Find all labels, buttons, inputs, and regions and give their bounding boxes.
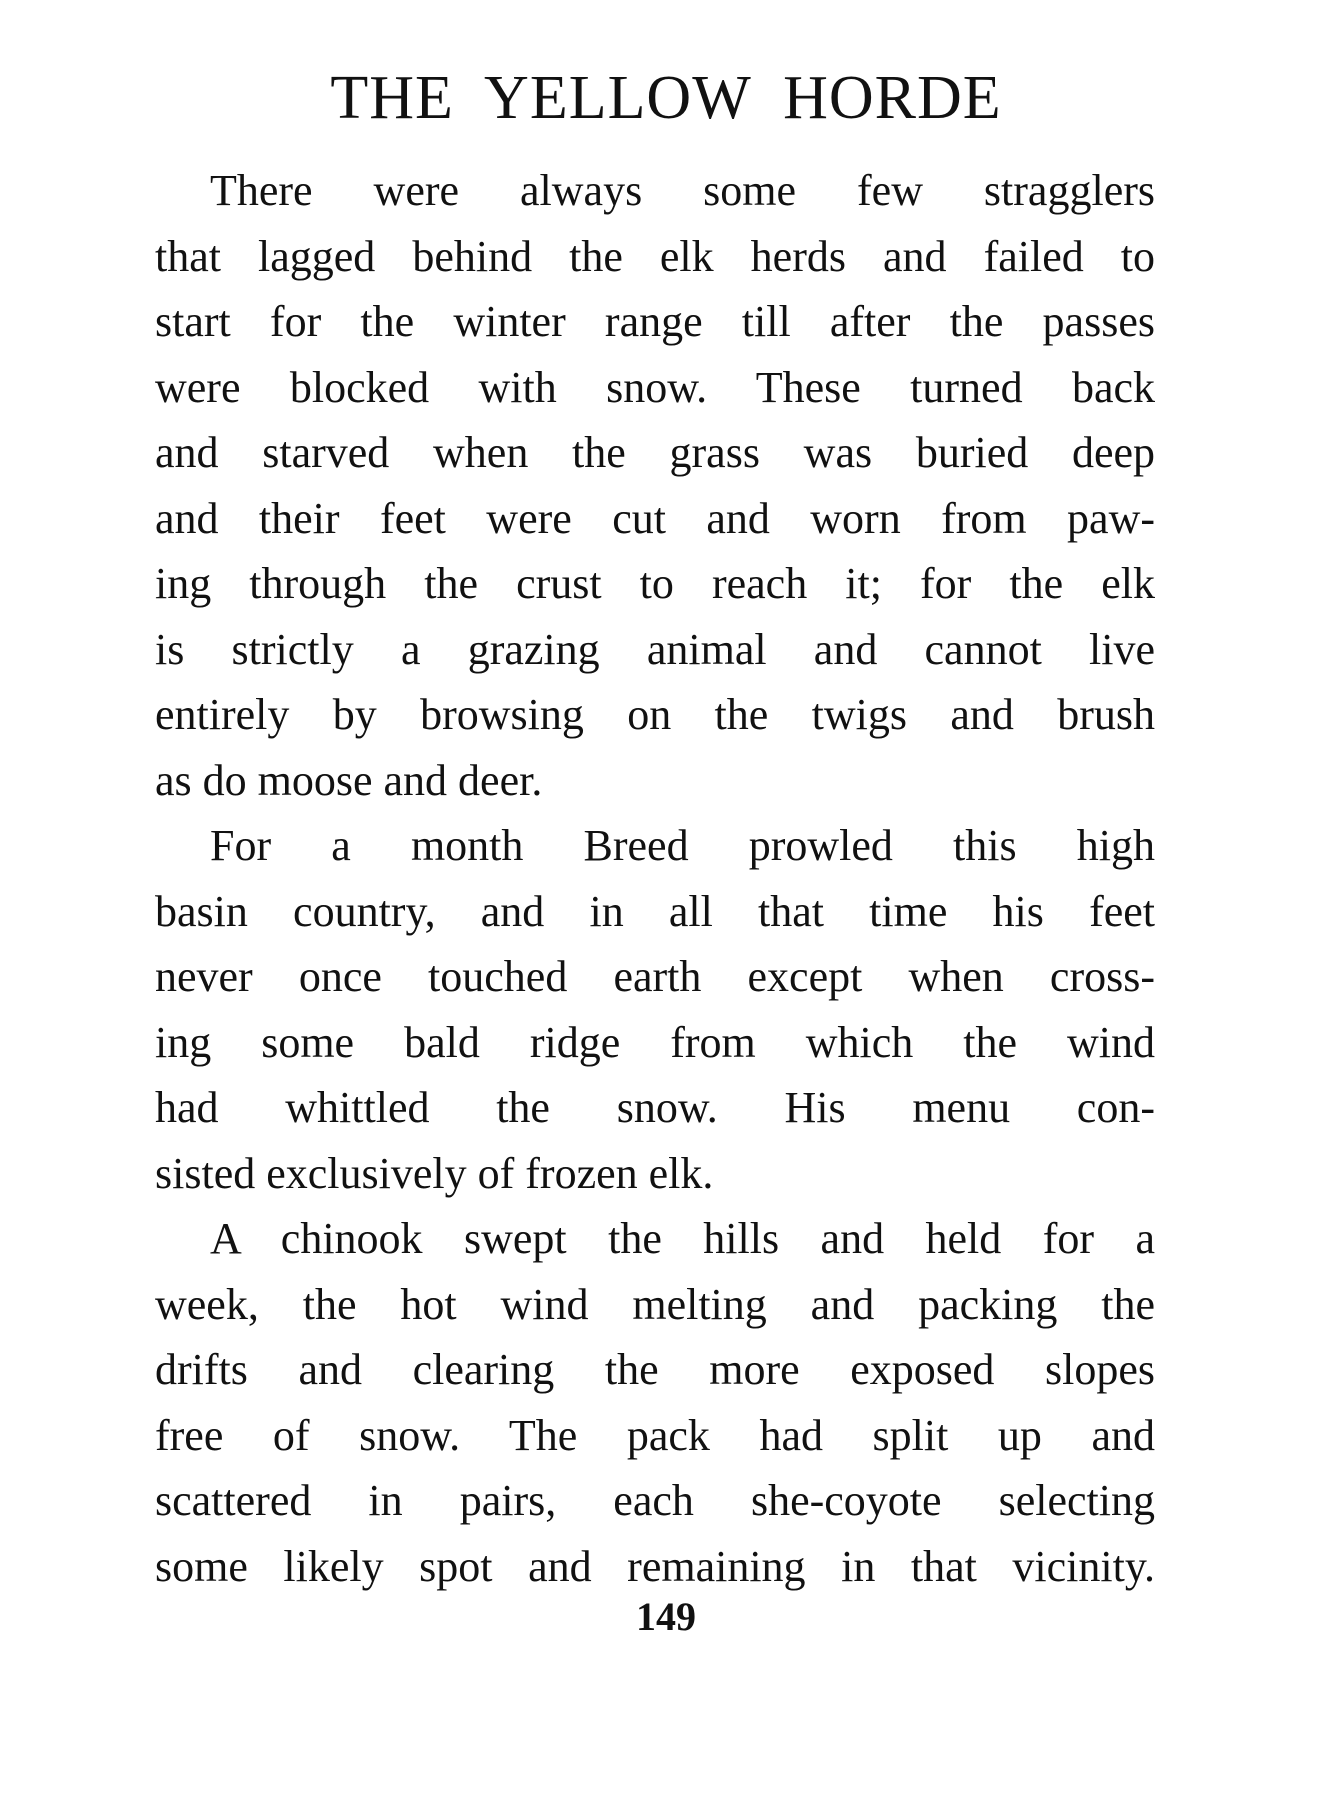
text-line: never once touched earth except when cross-: [155, 952, 1155, 1001]
text-line: There were always some few stragglers: [210, 166, 1155, 215]
text-line: ing some bald ridge from which the wind: [155, 1017, 1155, 1067]
text-line: had whittled the snow. His menu con-: [155, 1083, 1155, 1132]
page-number: 149: [636, 1594, 696, 1639]
text-line: ing through the crust to reach it; for the elk: [155, 559, 1155, 608]
text-line: sisted exclusively of frozen elk.: [155, 1148, 714, 1198]
text-line: basin country, and in all that time his feet: [155, 886, 1155, 936]
text-line: drifts and clearing the more exposed slopes: [155, 1345, 1155, 1394]
paragraph-3: [155, 1206, 1155, 1599]
text-line: is strictly a grazing animal and cannot live: [155, 624, 1155, 674]
text-line: A chinook swept the hills and held for a: [210, 1214, 1155, 1263]
text-line: as do moose and deer.: [155, 755, 543, 805]
text-line: were blocked with snow. These turned back: [155, 362, 1155, 412]
text-line: and their feet were cut and worn from paw-: [155, 493, 1155, 543]
text-line: some likely spot and remaining in that vicinity.: [155, 1541, 1155, 1591]
text-line: that lagged behind the elk herds and failed to: [155, 231, 1155, 281]
body-text: [155, 158, 1155, 1599]
text-line: For a month Breed prowled this high: [210, 821, 1155, 870]
paragraph-2: [155, 813, 1155, 1206]
text-line: free of snow. The pack had split up and: [155, 1410, 1155, 1460]
text-line: entirely by browsing on the twigs and brush: [155, 690, 1155, 739]
paragraph-1: [155, 158, 1155, 813]
text-line: week, the hot wind melting and packing the: [155, 1279, 1155, 1329]
text-line: scattered in pairs, each she-coyote selecting: [155, 1476, 1155, 1525]
text-line: start for the winter range till after the passes: [155, 297, 1155, 346]
text-line: and starved when the grass was buried deep: [155, 428, 1155, 477]
running-head: THE YELLOW HORDE: [330, 64, 1002, 132]
